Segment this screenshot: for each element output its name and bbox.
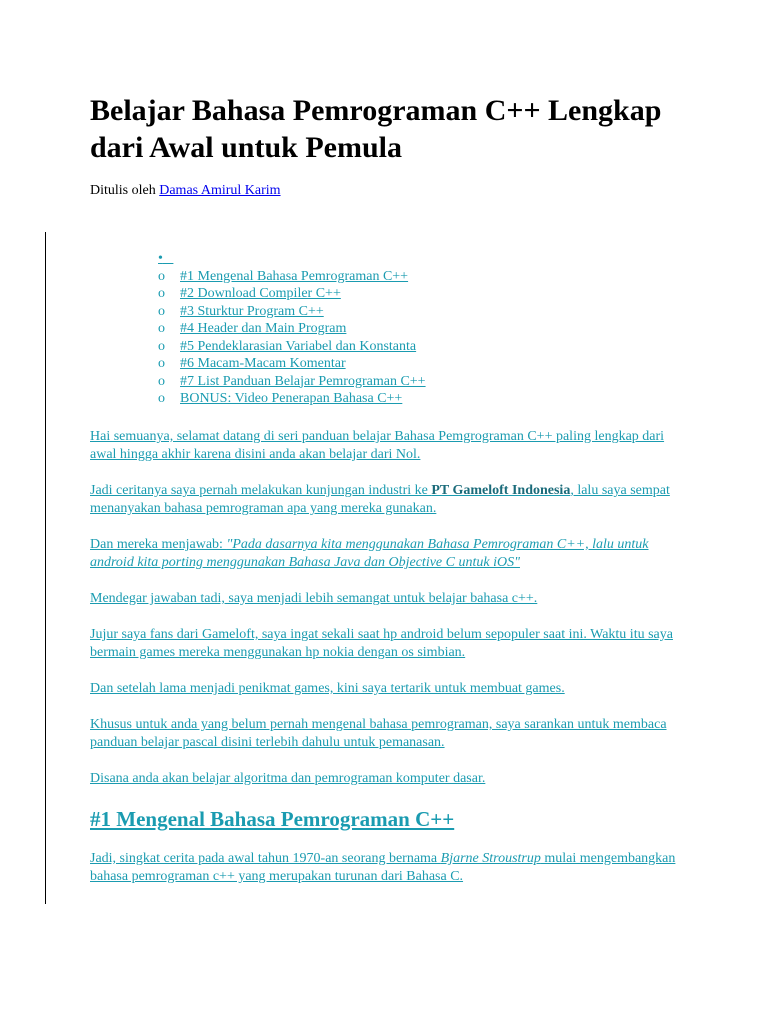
paragraph-pascal[interactable]: Khusus untuk anda yang belum pernah mengenal bahasa pemrograman, saya sarankan untuk membaca panduan belajar pascal disini terlebih dahulu untuk pemanasan. (90, 717, 667, 750)
paragraph-history[interactable]: Jadi, singkat cerita pada awal tahun 1970-an seorang bernama Bjarne Stroustrup mulai mengembangkan bahasa pemrograman c++ yang merupakan turunan dari Bahasa C. (90, 851, 676, 884)
list-bullet: o (158, 286, 165, 301)
paragraph-gameloft-visit[interactable]: Jadi ceritanya saya pernah melakukan kunjungan industri ke PT Gameloft Indonesia, lalu saya sempat menanyakan bahasa pemrograman apa yang mereka gunakan. (90, 483, 670, 516)
paragraph-fan[interactable]: Jujur saya fans dari Gameloft, saya ingat sekali saat hp android belum sepopuler saat ini. Waktu itu saya bermain games mereka menggunakan hp nokia dengan os simbian. (90, 627, 673, 660)
author-link[interactable]: Damas Amirul Karim (159, 183, 281, 198)
toc-link-2[interactable]: o #2 Download Compiler C++ (158, 286, 341, 301)
toc-item (158, 320, 426, 338)
list-bullet: o (158, 391, 165, 406)
paragraph-intro[interactable]: Hai semuanya, selamat datang di seri panduan belajar Bahasa Pemgrograman C++ paling lengkap dari awal hingga akhir karena disini anda akan belajar dari Nol. (90, 429, 665, 462)
list-bullet: o (158, 356, 165, 371)
toc-top-item (158, 250, 426, 268)
list-bullet: o (158, 321, 165, 336)
article-body (90, 428, 690, 904)
toc-top-bullet-link[interactable]: • (158, 251, 163, 266)
list-bullet: o (158, 268, 165, 284)
table-of-contents (158, 250, 426, 408)
byline (90, 182, 281, 200)
toc-link-6[interactable]: o #6 Macam-Macam Komentar (158, 356, 346, 371)
toc-link-4[interactable]: o #4 Header dan Main Program (158, 321, 347, 336)
paragraph-games[interactable]: Dan setelah lama menjadi penikmat games, kini saya tertarik untuk membuat games. (90, 681, 565, 696)
toc-link-7[interactable]: o #7 List Panduan Belajar Pemrograman C++ (158, 373, 426, 389)
toc-link-1[interactable]: o #1 Mengenal Bahasa Pemrograman C++ (158, 268, 409, 284)
toc-item (158, 373, 426, 391)
section-heading-1[interactable]: #1 Mengenal Bahasa Pemrograman C++ (90, 807, 455, 831)
list-bullet: o (158, 373, 165, 389)
toc-link-5[interactable]: o #5 Pendeklarasian Variabel dan Konstanta (158, 338, 417, 354)
toc-item (158, 338, 426, 356)
toc-item (158, 268, 426, 286)
paragraph-algorithm[interactable]: Disana anda akan belajar algoritma dan pemrograman komputer dasar. (90, 771, 486, 786)
list-bullet: o (158, 338, 165, 354)
paragraph-quote[interactable]: Dan mereka menjawab: "Pada dasarnya kita menggunakan Bahasa Pemrograman C++, lalu untuk android kita porting menggunakan Bahasa Java dan Objective C untuk iOS" (90, 537, 649, 570)
toc-item (158, 303, 426, 321)
toc-link-3[interactable]: o #3 Sturktur Program C++ (158, 303, 324, 319)
page-title: Belajar Bahasa Pemrograman C++ Lengkap dari Awal untuk Pemula (90, 94, 662, 164)
toc-item (158, 390, 426, 408)
paragraph-motivation[interactable]: Mendegar jawaban tadi, saya menjadi lebih semangat untuk belajar bahasa c++. (90, 591, 538, 606)
list-bullet: o (158, 303, 165, 319)
toc-item (158, 355, 426, 373)
toc-item (158, 285, 426, 303)
toc-link-bonus[interactable]: o BONUS: Video Penerapan Bahasa C++ (158, 391, 403, 406)
byline-prefix: Ditulis oleh (90, 183, 160, 198)
left-margin-rule (45, 232, 46, 904)
